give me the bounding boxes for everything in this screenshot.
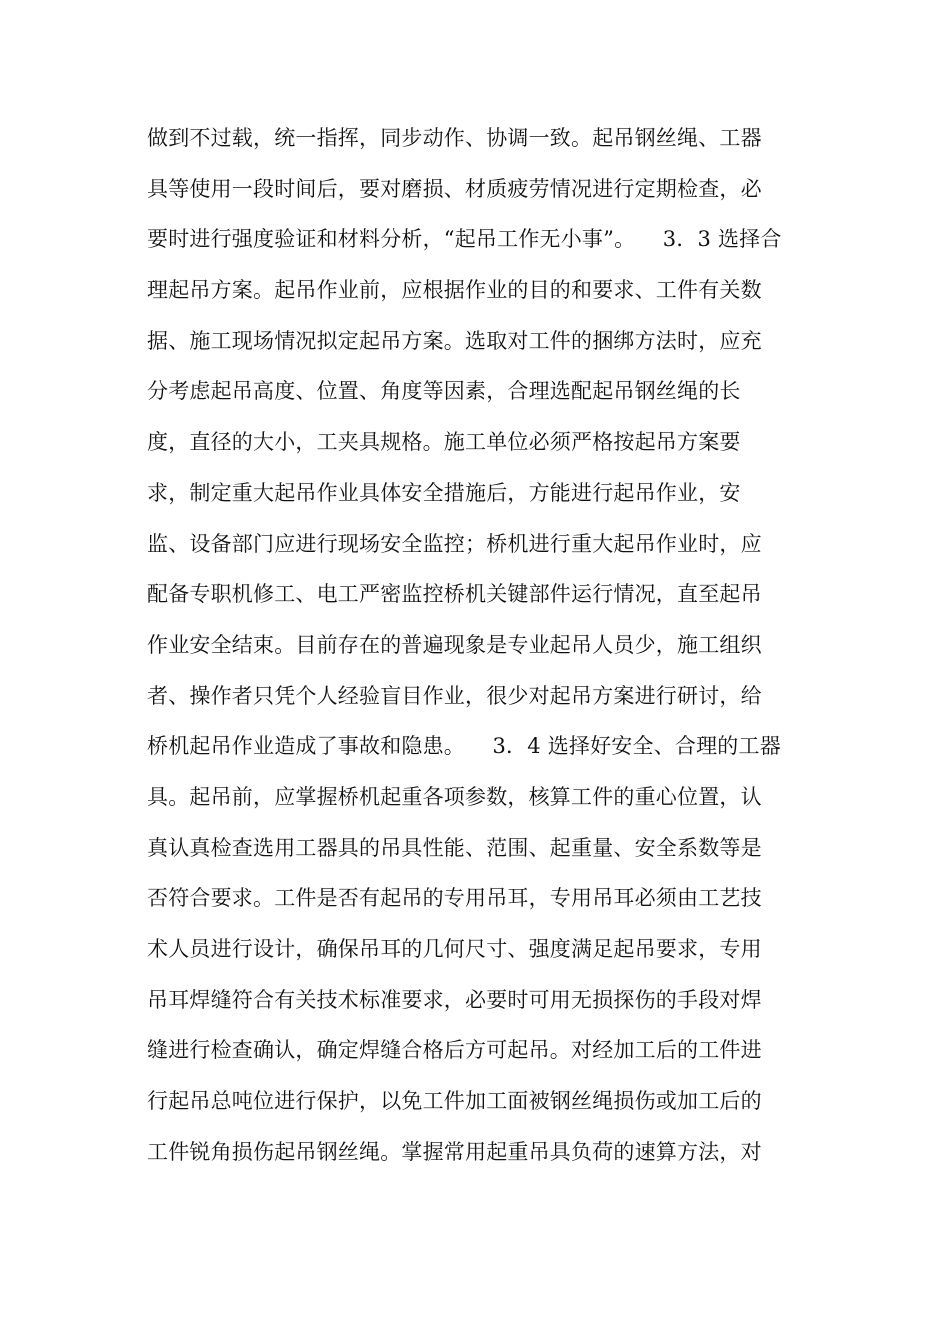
text-line: 要时进行强度验证和材料分析，“起吊工作无小事”。 3．3 选择合 — [147, 227, 782, 252]
text-line: 监、设备部门应进行现场安全监控；桥机进行重大起吊作业时，应 — [147, 531, 762, 556]
text-line: 吊耳焊缝符合有关技术标准要求，必要时可用无损探伤的手段对焊 — [147, 987, 762, 1012]
text-line: 行起吊总吨位进行保护，以免工件加工面被钢丝绳损伤或加工后的 — [147, 1089, 762, 1114]
text-line: 据、施工现场情况拟定起吊方案。选取对工件的捆绑方法时，应充 — [147, 328, 762, 353]
text-line: 具等使用一段时间后，要对磨损、材质疲劳情况进行定期检查，必 — [147, 176, 762, 201]
text-line: 术人员进行设计，确保吊耳的几何尺寸、强度满足起吊要求，专用 — [147, 937, 762, 961]
body-text — [147, 113, 807, 1177]
text-line: 配备专职机修工、电工严密监控桥机关键部件运行情况，直至起吊 — [147, 582, 762, 607]
text-line: 工件锐角损伤起吊钢丝绳。掌握常用起重吊具负荷的速算方法，对 — [147, 1139, 762, 1164]
text-line: 求，制定重大起吊作业具体安全措施后，方能进行起吊作业，安 — [147, 480, 741, 505]
text-line: 者、操作者只凭个人经验盲目作业，很少对起吊方案进行研讨，给 — [147, 683, 762, 708]
text-line: 做到不过载，统一指挥，同步动作、协调一致。起吊钢丝绳、工器 — [147, 126, 762, 150]
text-line: 真认真检查选用工器具的吊具性能、范围、起重量、安全系数等是 — [147, 835, 762, 860]
text-line: 否符合要求。工件是否有起吊的专用吊耳，专用吊耳必须由工艺技 — [147, 886, 762, 911]
text-line: 作业安全结束。目前存在的普遍现象是专业起吊人员少，施工组织 — [147, 632, 762, 657]
text-line: 度，直径的大小，工夹具规格。施工单位必须严格按起吊方案要 — [147, 430, 741, 455]
text-line: 缝进行检查确认，确定焊缝合格后方可起吊。对经加工后的工件进 — [147, 1038, 762, 1063]
text-line: 理起吊方案。起吊作业前，应根据作业的目的和要求、工件有关数 — [147, 278, 762, 303]
text-line: 桥机起吊作业造成了事故和隐患。 3．4 选择好安全、合理的工器 — [147, 734, 781, 759]
text-line: 分考虑起吊高度、位置、角度等因素，合理选配起吊钢丝绳的长 — [147, 379, 741, 404]
text-line: 具。起吊前，应掌握桥机起重各项参数，核算工件的重心位置，认 — [147, 784, 762, 809]
